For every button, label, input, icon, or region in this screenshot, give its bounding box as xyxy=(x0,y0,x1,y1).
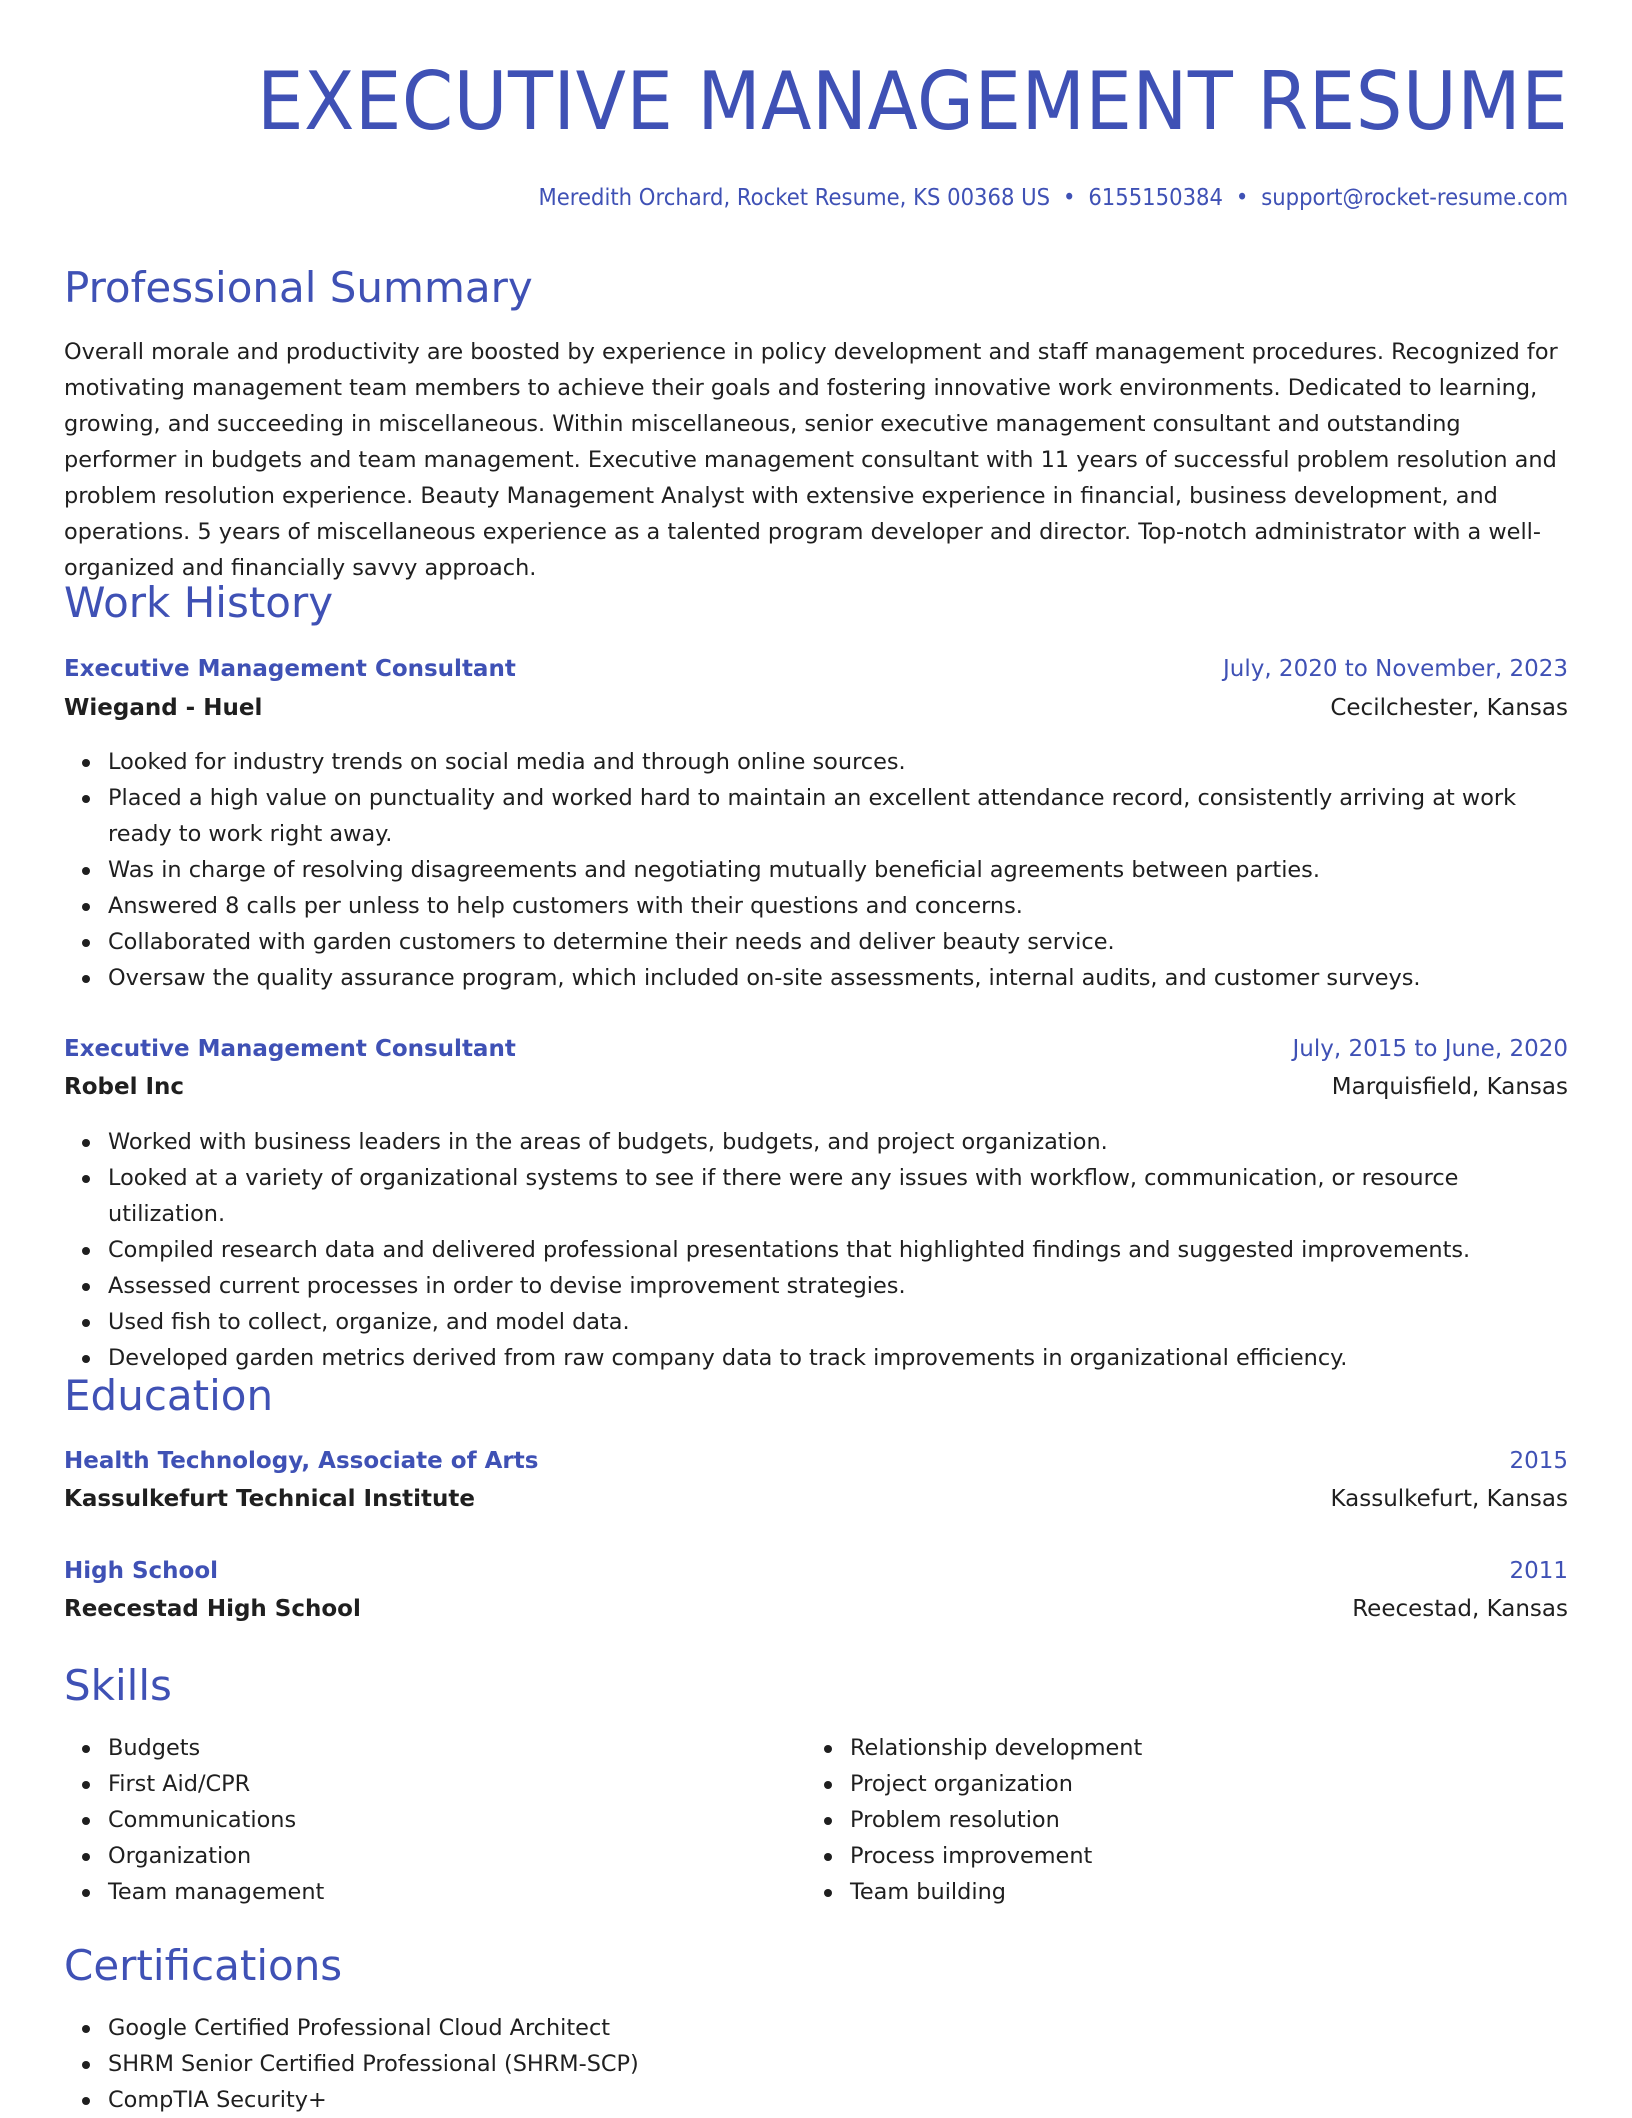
list-item: Was in charge of resolving disagreements and negotiating mutually beneficial agreements between parties. xyxy=(108,852,1568,888)
job-company-row xyxy=(64,1068,1568,1106)
list-item: Oversaw the quality assurance program, which included on-site assessments, internal audits, and customer surveys. xyxy=(108,960,1568,996)
certifications-heading: Certifications xyxy=(64,1941,343,1990)
job-location: Marquisfield, Kansas xyxy=(1331,1074,1568,1100)
summary-text: Overall morale and productivity are boosted by experience in policy development and staff management procedures. Recognized for motivating management team members to achieve their goals and fostering innovative work environments. Dedicated to learning, growing, and succeeding in miscellaneous. Within miscellaneous, senior executive management consultant and outstanding performer in budgets and team management. Executive management consultant with 11 years of successful problem resolution and problem resolution experience. Beauty Management Analyst with extensive experience in financial, business development, and operations. 5 years of miscellaneous experience as a talented program developer and director. Top-notch administrator with a well-organized and financially savvy approach. xyxy=(64,339,1558,581)
job-bullet-list xyxy=(64,744,1568,996)
contact-address: Meredith Orchard, Rocket Resume, KS 00368 US xyxy=(538,185,1050,211)
skill-item: Relationship development xyxy=(850,1730,1550,1766)
skill-item: Project organization xyxy=(850,1766,1550,1802)
education-year: 2015 xyxy=(1509,1448,1568,1474)
education-heading: Education xyxy=(64,1371,274,1420)
contact-email: support@rocket-resume.com xyxy=(1261,185,1568,211)
certification-item: CompTIA Security+ xyxy=(108,2082,1308,2118)
job-dates: July, 2020 to November, 2023 xyxy=(1222,656,1568,682)
list-item: Looked at a variety of organizational systems to see if there were any issues with workflow, communication, or resource utilization. xyxy=(108,1160,1568,1232)
list-item: Looked for industry trends on social media and through online sources. xyxy=(108,744,1568,780)
education-year: 2011 xyxy=(1509,1558,1568,1584)
job-company-row xyxy=(64,689,1568,727)
job-title: Executive Management Consultant xyxy=(64,656,516,682)
education-location: Reecestad, Kansas xyxy=(1352,1596,1568,1622)
job-bullet-list xyxy=(64,1124,1568,1376)
skills-list-left xyxy=(64,1730,808,1910)
contact-line xyxy=(538,180,1568,216)
job-title: Executive Management Consultant xyxy=(64,1036,516,1062)
list-item: Assessed current processes in order to devise improvement strategies. xyxy=(108,1268,1568,1304)
job-header-row xyxy=(64,650,1568,688)
job-location: Cecilchester, Kansas xyxy=(1330,695,1568,721)
list-item: Placed a high value on punctuality and worked hard to maintain an excellent attendance record, consistently arriving at work ready to work right away. xyxy=(108,780,1568,852)
list-item: Compiled research data and delivered professional presentations that highlighted findings and suggested improvements. xyxy=(108,1232,1568,1268)
summary-heading: Professional Summary xyxy=(64,263,533,312)
list-item: Worked with business leaders in the areas of budgets, budgets, and project organization. xyxy=(108,1124,1568,1160)
work-history-heading: Work History xyxy=(64,578,334,627)
job-dates: July, 2015 to June, 2020 xyxy=(1292,1036,1568,1062)
list-item: Collaborated with garden customers to determine their needs and deliver beauty service. xyxy=(108,924,1568,960)
education-location: Kassulkefurt, Kansas xyxy=(1330,1486,1568,1512)
skill-item: Team management xyxy=(108,1874,808,1910)
skills-list-right xyxy=(806,1730,1550,1910)
skill-item: Team building xyxy=(850,1874,1550,1910)
list-item: Used fish to collect, organize, and model data. xyxy=(108,1304,1568,1340)
education-school-row xyxy=(64,1590,1568,1628)
job-company: Robel Inc xyxy=(64,1074,185,1100)
list-item: Answered 8 calls per unless to help customers with their questions and concerns. xyxy=(108,888,1568,924)
skill-item: Organization xyxy=(108,1838,808,1874)
job-header-row xyxy=(64,1030,1568,1068)
list-item: Developed garden metrics derived from raw company data to track improvements in organizational efficiency. xyxy=(108,1340,1568,1376)
education-school-row xyxy=(64,1480,1568,1518)
skill-item: Process improvement xyxy=(850,1838,1550,1874)
skill-item: First Aid/CPR xyxy=(108,1766,808,1802)
contact-separator: • xyxy=(1235,185,1249,211)
certifications-list xyxy=(64,2010,1308,2118)
contact-separator: • xyxy=(1062,185,1076,211)
education-header-row xyxy=(64,1552,1568,1590)
skill-item: Communications xyxy=(108,1802,808,1838)
resume-title: EXECUTIVE MANAGEMENT RESUME xyxy=(256,55,1568,148)
education-header-row xyxy=(64,1442,1568,1480)
education-school: Kassulkefurt Technical Institute xyxy=(64,1486,475,1512)
certification-item: Google Certified Professional Cloud Architect xyxy=(108,2010,1308,2046)
education-degree: High School xyxy=(64,1558,219,1584)
skill-item: Problem resolution xyxy=(850,1802,1550,1838)
education-school: Reecestad High School xyxy=(64,1596,361,1622)
contact-phone: 6155150384 xyxy=(1088,185,1223,211)
job-company: Wiegand - Huel xyxy=(64,695,263,721)
skills-heading: Skills xyxy=(64,1661,172,1710)
certification-item: SHRM Senior Certified Professional (SHRM-SCP) xyxy=(108,2046,1308,2082)
education-degree: Health Technology, Associate of Arts xyxy=(64,1448,539,1474)
skill-item: Budgets xyxy=(108,1730,808,1766)
